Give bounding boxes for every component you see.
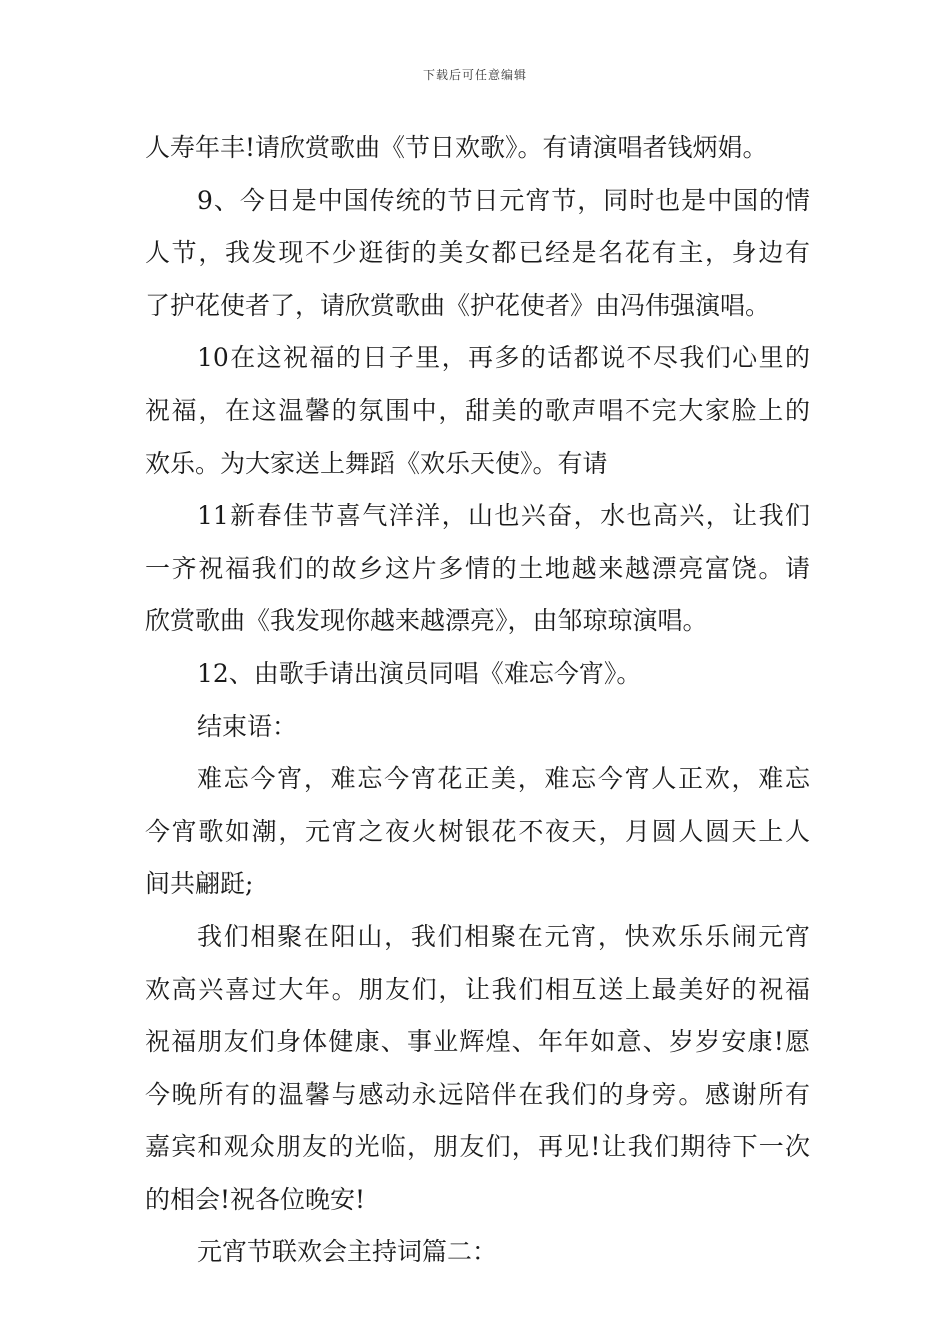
text-line: 嘉宾和观众朋友的光临，朋友们，再见!让我们期待下一次 xyxy=(145,1132,810,1162)
text-line: 11新春佳节喜气洋洋，山也兴奋，水也高兴，让我们 xyxy=(197,501,810,531)
text-line: 今宵歌如潮，元宵之夜火树银花不夜天，月圆人圆天上人 xyxy=(145,816,810,846)
text-line: 祝福，在这温馨的氛围中，甜美的歌声唱不完大家脸上的 xyxy=(145,395,810,425)
text-line: 10在这祝福的日子里，再多的话都说不尽我们心里的 xyxy=(197,343,810,373)
text-line: 欢高兴喜过大年。朋友们，让我们相互送上最美好的祝福 xyxy=(145,974,810,1004)
text-line: 12、由歌手请出演员同唱《难忘今宵》。 xyxy=(197,658,642,688)
text-line: 了护花使者了，请欣赏歌曲《护花使者》由冯伟强演唱。 xyxy=(145,290,771,320)
text-line: 欢乐。为大家送上舞蹈《欢乐天使》。有请 xyxy=(145,448,608,478)
text-line: 祝福朋友们身体健康、事业辉煌、年年如意、岁岁安康!愿 xyxy=(145,1027,810,1057)
text-line: 难忘今宵，难忘今宵花正美，难忘今宵人正欢，难忘 xyxy=(197,764,810,794)
text-line: 我们相聚在阳山，我们相聚在元宵，快欢乐乐闹元宵 xyxy=(197,921,810,951)
text-line: 9、今日是中国传统的节日元宵节，同时也是中国的情 xyxy=(197,185,810,215)
document-body xyxy=(145,122,810,1279)
text-line: 间共翩跹; xyxy=(145,869,254,899)
page-header: 下载后可任意编辑 xyxy=(422,68,527,82)
text-line: 今晚所有的温馨与感动永远陪伴在我们的身旁。感谢所有 xyxy=(145,1079,810,1109)
text-line: 人寿年丰!请欣赏歌曲《节日欢歌》。有请演唱者钱炳娟。 xyxy=(145,133,768,162)
text-line: 一齐祝福我们的故乡这片多情的土地越来越漂亮富饶。请 xyxy=(145,553,810,583)
text-line: 欣赏歌曲《我发现你越来越漂亮》，由邹琼琼演唱。 xyxy=(145,606,708,636)
section-heading: 元宵节联欢会主持词篇二： xyxy=(197,1237,498,1267)
text-line: 人节，我发现不少逛街的美女都已经是名花有主，身边有 xyxy=(145,238,810,268)
text-line: 的相会!祝各位晚安! xyxy=(145,1184,366,1214)
section-heading: 结束语： xyxy=(197,711,298,741)
